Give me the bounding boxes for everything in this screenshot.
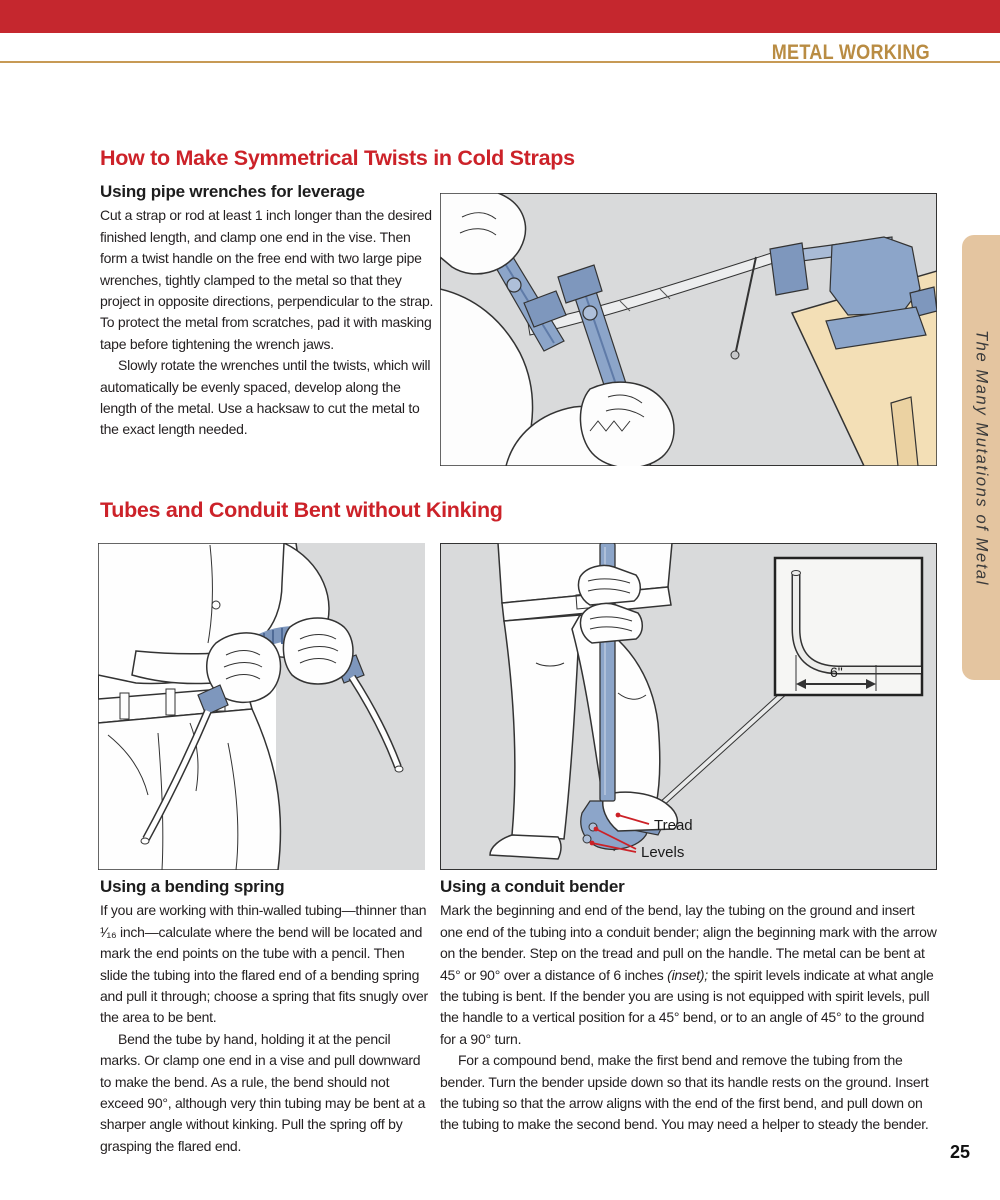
inset-bend-diagram (775, 558, 922, 695)
chapter-tab (962, 235, 1000, 680)
conduit-para1-b: the spirit levels indicate at what angle the tubing is bent. If the bender you are using is not equipped with spirit levels, pull the handle to a vertical position for a 45° bend, or to an angle of 45° to the ground for a 90° turn. (440, 966, 934, 1047)
spirit-level (583, 835, 591, 843)
label-tread: Tread (654, 817, 693, 834)
conduit-bender-paragraph-2: For a compound bend, make the first bend and remove the tubing from the bender. Turn the bender upside down so that its handle rests on the ground. Insert the tubing so that the arrow aligns with the end of the first bend, and pull down on the tubing to make the second bend. You may need a helper to steady the bender. (440, 1052, 929, 1133)
conduit-bender-subheading: Using a conduit bender (440, 877, 625, 896)
page-number: 25 (949, 1142, 970, 1162)
section-heading-tubes: Tubes and Conduit Bent without Kinking (100, 498, 503, 522)
header-bar (0, 0, 1000, 33)
twists-paragraph-2: Slowly rotate the wrenches until the twists, which will automatically be evenly spaced, develop along the length of the metal. Use a hacksaw to cut the metal to the exact length needed. (100, 357, 431, 438)
inset-dimension-label: 6" (830, 664, 843, 680)
conduit-bender-text-column (440, 876, 937, 1136)
conduit-para1-inset-ref: (inset); (667, 966, 708, 983)
chapter-tab-label: The Many Mutations of Metal (972, 329, 991, 586)
running-head: METAL WORKING (771, 41, 930, 64)
label-levels: Levels (641, 844, 685, 861)
bending-spring-paragraph-2: Bend the tube by hand, holding it at the pencil marks. Or clamp one end in a vise and pull downward to make the bend. As a rule, the bend should not exceed 90°, although very thin tubing may be bent at a sharper angle without kinking. Pull the spring off by grasping the flared end. (100, 1030, 426, 1154)
section-heading-twists: How to Make Symmetrical Twists in Cold Straps (100, 146, 575, 170)
pants (98, 709, 280, 870)
twists-paragraph-1: Cut a strap or rod at least 1 inch longer than the desired finished length, and clamp one end in the vise. Then form a twist handle on the free end with two large pipe wrenches, tightly clamped to the metal so that they project in opposite directions, perpendicular to the strap. To protect the metal from scratches, pad it with masking tape before tightening the wrench jaws. (100, 207, 434, 352)
bending-spring-subheading: Using a bending spring (100, 877, 285, 896)
figure-pipe-wrench-twisting (440, 193, 937, 466)
twists-subheading: Using pipe wrenches for leverage (100, 182, 365, 201)
twists-text-column (100, 181, 437, 441)
conduit-para1-a: Mark the beginning and end of the bend, lay the tubing on the ground and insert one end of the tubing into a conduit bender; align the beginning mark with the arrow on the bender. Step on the tread and pull on the handle. The metal can be bent at 45° or 90° over a distance of 6 inches (440, 902, 937, 983)
figure-conduit-bender (440, 543, 937, 870)
bending-spring-text-column (100, 876, 433, 1157)
figure-bending-spring (98, 543, 425, 870)
bending-spring-paragraph-1: If you are working with thin-walled tubing—thinner than ¹⁄₁₆ inch—calculate where the bend will be located and mark the end points on the tube with a pencil. Then slide the tubing into the flared end of a bending spring and pull it through; choose a spring that fits snugly over the area to be bent. (100, 902, 428, 1026)
conduit-bender-paragraph-1 (440, 900, 937, 1050)
